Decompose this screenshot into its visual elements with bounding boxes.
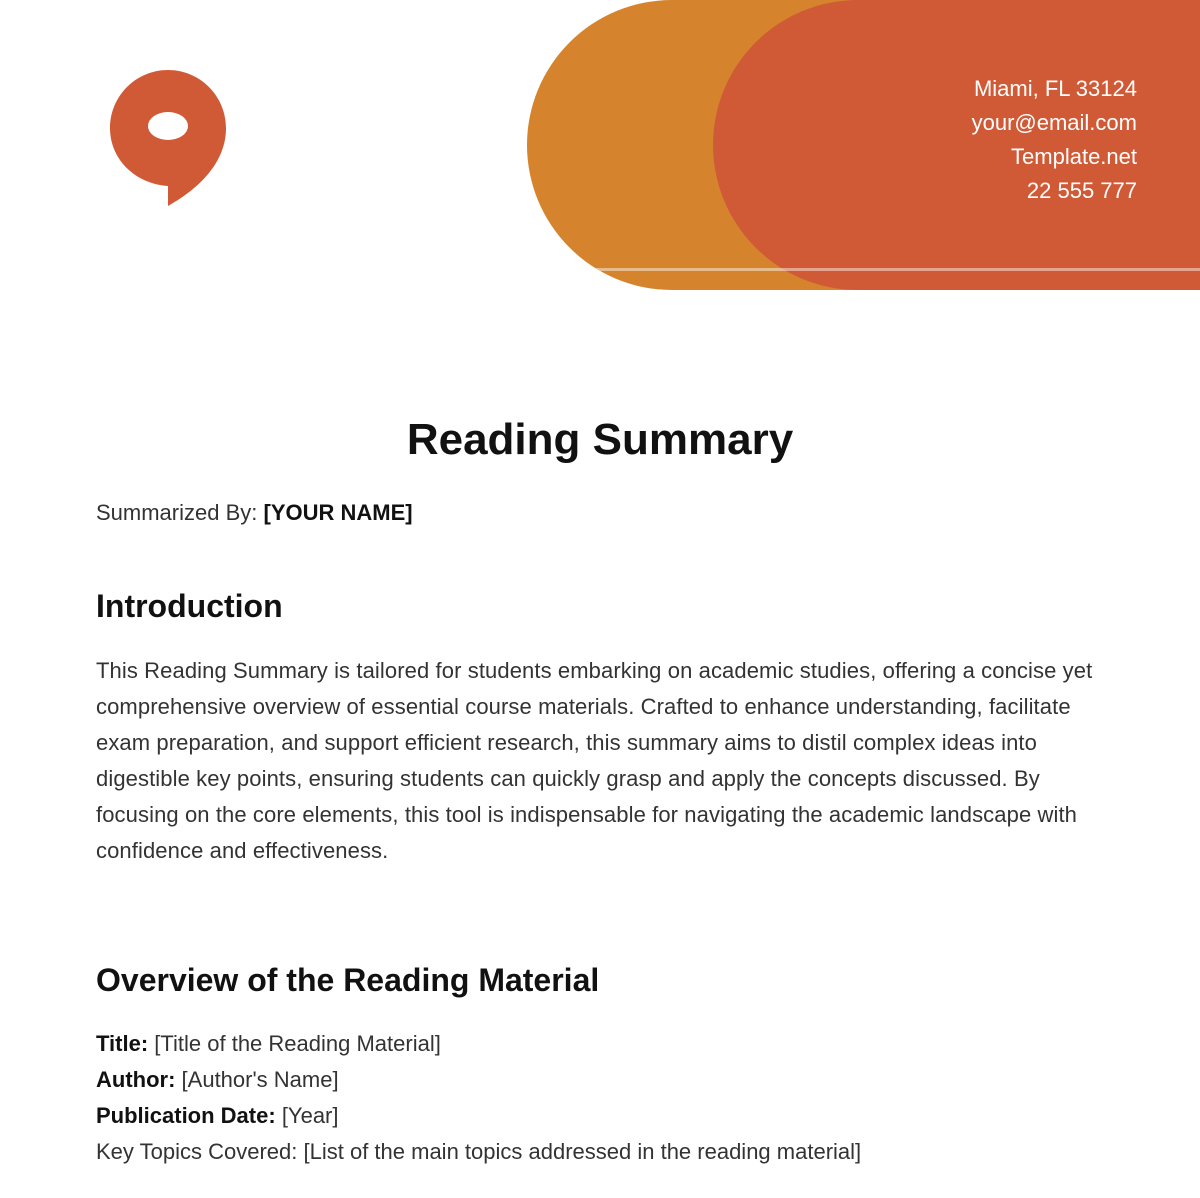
page-title: Reading Summary — [406, 415, 794, 464]
introduction-heading: Introduction — [96, 588, 283, 624]
contact-address: Miami, FL 33124 — [973, 76, 1137, 101]
summarized-by — [96, 500, 413, 526]
overview-field-title — [96, 1026, 861, 1062]
overview-heading: Overview of the Reading Material — [96, 962, 600, 998]
logo — [110, 70, 226, 206]
field-value: [Author's Name] — [181, 1067, 339, 1092]
summarized-by-value: [YOUR NAME] — [263, 500, 413, 525]
contact-email[interactable]: your@email.com — [971, 110, 1137, 135]
field-label: Author: — [96, 1067, 176, 1092]
summarized-by-label: Summarized By: — [96, 500, 258, 525]
header-divider-line — [588, 268, 1200, 271]
map-pin-speech-icon — [110, 70, 226, 206]
field-value: [Title of the Reading Material] — [154, 1031, 441, 1056]
contact-block — [972, 72, 1137, 208]
field-value: [Year] — [281, 1103, 339, 1128]
overview-field-publication-date — [96, 1098, 861, 1134]
contact-website[interactable]: Template.net — [1011, 144, 1137, 169]
overview-fields — [96, 1026, 861, 1170]
field-label: Title: — [96, 1031, 149, 1056]
overview-field-key-topics — [96, 1134, 861, 1170]
field-label: Publication Date: — [96, 1103, 276, 1128]
field-label: Key Topics Covered: — [96, 1139, 298, 1164]
introduction-body: This Reading Summary is tailored for students embarking on academic studies, offering a concise yet comprehensive overview of essential course materials. Crafted to enhance understanding, facilitate exam preparation, and support efficient research, this summary aims to distil complex ideas into digestible key points, ensuring students can quickly grasp and apply the concepts discussed. By focusing on the core elements, this tool is indispensable for navigating the academic landscape with confidence and effectiveness. — [96, 658, 1093, 863]
field-value: [List of the main topics addressed in the reading material] — [303, 1139, 862, 1164]
contact-phone: 22 555 777 — [1026, 178, 1137, 203]
overview-field-author — [96, 1062, 861, 1098]
